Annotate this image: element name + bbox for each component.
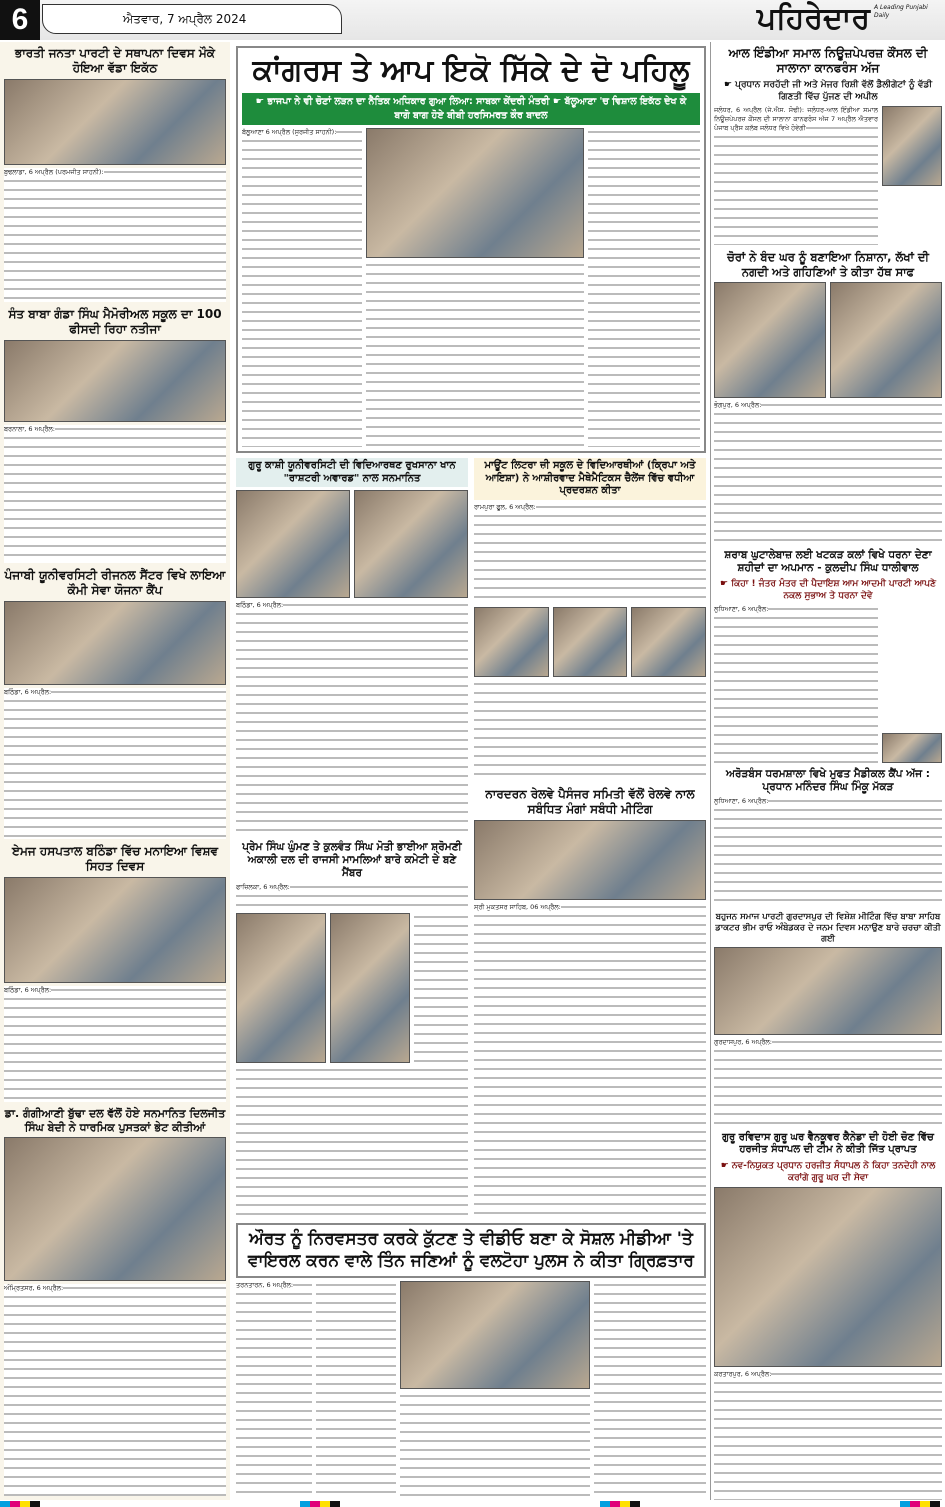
story-body [316,1281,396,1500]
lead-story-box [236,46,706,453]
story-lead: ਬਠਿੰਡਾ, 6 ਅਪ੍ਰੈਲ: [4,985,52,994]
lead-banner: ☛ ਭਾਜਪਾ ਨੇ ਵੀ ਚੋਣਾਂ ਲੜਨ ਦਾ ਨੈਤਿਕ ਅਧਿਕਾਰ ਗੁਆ ਲਿਆ: ਸਾਬਕਾ ਕੇਂਦਰੀ ਮੰਤਰੀ ☛ ਬੱਲੂਆਣਾ 'ਚ ਵਿਸ਼ਾਲ ਇਕੱਠ ਦੇਖ ਕੇ ਬਾਗੋ ਬਾਗ ਹੋਏ ਬੀਬੀ ਹਰਸਿਮਰਤ ਕੌਰ ਬਾਦਲ [242,93,700,125]
left-column [0,42,230,1500]
story-subhead: ☛ ਪ੍ਰਧਾਨ ਸਰਹੱਦੀ ਜੀ ਅਤੇ ਮੇਜਰ ਰਿਸ਼ੀ ਵੱਲੋਂ ਡੈਲੀਗੇਟਾਂ ਨੂੰ ਵੱਡੀ ਗਿਣਤੀ ਵਿੱਚ ਪੁੱਜਣ ਦੀ ਅਪੀਲ [723,80,933,102]
story-body [400,1392,590,1500]
portrait-row [236,913,468,1063]
story-photo [236,490,350,598]
story-body [4,168,226,302]
story-lead: ਫਾਜ਼ਿਲਕਾ, 6 ਅਪ੍ਰੈਲ: [236,883,290,892]
story-photo-stack [400,1281,590,1500]
story-photo [4,601,226,685]
story-body [714,401,942,544]
story-body [714,797,942,907]
photo-row [236,490,468,598]
story [236,841,468,1219]
story-body-row [714,106,942,245]
story-body [474,680,706,782]
story-lead: ਬਰਨਾਲਾ, 6 ਅਪ੍ਰੈਲ: [4,425,55,434]
story-body [4,986,226,1102]
story-subhead: ☛ ਨਵ-ਨਿਯੁਕਤ ਪ੍ਰਧਾਨ ਹਰਜੀਤ ਸੰਧਾਪਲ ਨੇ ਕਿਹਾ ਤਨਦੇਹੀ ਨਾਲ ਕਰਾਂਗੇ ਗੁਰੂ ਘਰ ਦੀ ਸੇਵਾ [720,1160,936,1183]
story-headline: ਏਮਜ ਹਸਪਤਾਲ ਬਠਿੰਡਾ ਵਿੱਚ ਮਨਾਇਆ ਵਿਸ਼ਵ ਸਿਹਤ ਦਿਵਸ [11,843,219,873]
story [714,1132,942,1500]
story-lead: ਜਲੰਧਰ, 6 ਅਪ੍ਰੈਲ (ਜੇ.ਐਸ. ਸੋਢੀ): ਜਲੰਧਰ-ਆਲ ਇੰਡੀਆ ਸਮਾਲ ਨਿਊਜ਼ਪੇਪਰਜ਼ ਕੌਂਸਲ ਦੀ ਸਾਲਾਨਾ ਕਾਨਫਰੰਸ ਅੱਜ 7 ਅਪ੍ਰੈਲ ਐਤਵਾਰ ਪੰਜਾਬ ਪ੍ਰੈਸ ਕਲੱਬ ਜਲੰਧਰ ਵਿਖੇ ਹੋਵੇਗੀ [714,106,878,132]
story-body [366,261,584,448]
portrait-photo [330,913,410,1063]
story-headline: ਡਾ. ਗੰਗੀਆਣੀ ਬੁੱਢਾ ਦਲ ਵੱਲੋਂ ਹੋਏ ਸਨਮਾਨਿਤ ਦਿਲਜੀਤ ਸਿੰਘ ਬੇਦੀ ਨੇ ਧਾਰਮਿਕ ਪੁਸਤਕਾਂ ਭੇਟ ਕੀਤੀਆਂ [4,1106,226,1134]
portrait-photo [882,106,942,186]
story-body-row [236,1281,706,1500]
center-column [236,46,706,1500]
story [4,1107,226,1496]
lead-photo [366,128,584,258]
portrait-photo [236,913,326,1063]
portrait-photo [882,733,942,763]
story-photo [4,877,226,983]
story-body [474,903,706,1219]
photo-row [714,282,942,398]
center-middle-row [236,458,706,1218]
story-photo [714,947,942,1035]
story-headline: ਆਲ ਇੰਡੀਆ ਸਮਾਲ ਨਿਊਜ਼ਪੇਪਰਜ਼ ਕੌਂਸਲ ਦੀ ਸਾਲਾਨਾ ਕਾਨਫਰੰਸ ਅੱਜ [728,46,928,75]
lead-body-row [242,128,700,448]
story-body [236,1281,312,1500]
story-lead: ਤਰਨਤਾਰਨ, 6 ਅਪ੍ਰੈਲ: [236,1280,294,1289]
story-body [714,1038,942,1126]
story-body [242,128,362,448]
lead-middle [366,128,584,448]
story-lead: ਸ੍ਰੀ ਮੁਕਤਸਰ ਸਾਹਿਬ, 06 ਅਪ੍ਰੈਲ: [474,902,561,911]
story-lead: ਅੰਮ੍ਰਿਤਸਰ, 6 ਅਪ੍ਰੈਲ: [4,1284,64,1293]
story [474,458,706,782]
story-lead: ਲੁਧਿਆਣਾ, 6 ਅਪ੍ਰੈਲ: [714,797,769,806]
story [714,768,942,907]
story-photo [4,1137,226,1281]
story-photo [714,282,826,398]
story-lead: ਬਠਿੰਡਾ, 6 ਅਪ੍ਰੈਲ: [4,688,52,697]
story-photo [474,820,706,900]
center-right-subcolumn [474,458,706,1218]
story-lead: ਗੁਰਦਾਸਪੁਰ, 6 ਅਪ੍ਰੈਲ: [714,1038,772,1047]
story [4,568,226,839]
story-body-row [714,605,942,763]
right-column [714,46,942,1500]
story [236,1223,706,1500]
story-body [714,106,878,245]
story [714,250,942,544]
lead-headline: ਕਾਂਗਰਸ ਤੇ ਆਪ ਇਕੋ ਸਿੱਕੇ ਦੇ ਦੋ ਪਹਿਲੂ [252,53,690,88]
story-headline: ਗੁਰੂ ਕਾਸ਼ੀ ਯੂਨੀਵਰਸਿਟੀ ਦੀ ਵਿਦਿਆਰਥਣ ਰੁਖਸਾਨਾ ਖਾਨ "ਰਾਸ਼ਟਰੀ ਅਵਾਰਡ" ਨਾਲ ਸਨਮਾਨਿਤ [236,458,468,487]
story-headline: ਭਾਰਤੀ ਜਨਤਾ ਪਾਰਟੀ ਦੇ ਸਥਾਪਨਾ ਦਿਵਸ ਮੌਕੇ ਹੋਇਆ ਵੱਡਾ ਇਕੱਠ [15,46,215,75]
story-headline: ਪ੍ਰੇਮ ਸਿੰਘ ਘੁੰਮਣ ਤੇ ਕੁਲਵੰਤ ਸਿੰਘ ਮੋਤੀ ਭਾਈਆ ਸ਼੍ਰੋਮਣੀ ਅਕਾਲੀ ਦਲ ਦੀ ਰਾਜਸੀ ਮਾਮਲਿਆਂ ਬਾਰੇ ਕਮੇਟੀ ਦੇ ਬਣੇ ਮੈਂਬਰ [242,840,462,879]
story-body [236,601,468,836]
story [714,912,942,1126]
story-headline: ਗੁਰੂ ਰਵਿਦਾਸ ਗੁਰੂ ਘਰ ਵੈਨਕੂਵਰ ਕੈਨੇਡਾ ਦੀ ਹੋਈ ਚੋਣ ਵਿੱਚ ਹਰਜੀਤ ਸੰਧਾਪਲ ਦੀ ਟੀਮ ਨੇ ਕੀਤੀ ਜਿੱਤ ਪ੍ਰਾਪਤ [722,1131,934,1156]
story-body [4,1284,226,1496]
story [236,458,468,836]
center-left-subcolumn [236,458,468,1218]
registration-marks [0,1501,945,1507]
story-body [594,1281,706,1500]
story-photo [714,1187,942,1367]
masthead-tagline: A Leading Punjabi Daily [874,4,928,19]
story-headline: ਸੰਤ ਬਾਬਾ ਗੰਡਾ ਸਿੰਘ ਮੈਮੋਰੀਅਲ ਸਕੂਲ ਦਾ 100 ਫੀਸਦੀ ਰਿਹਾ ਨਤੀਜਾ [8,307,222,337]
issue-date: ਐਤਵਾਰ, 7 ਅਪ੍ਰੈਲ 2024 [42,4,342,34]
story-photo [830,282,942,398]
story-photo [354,490,468,598]
photo-row [474,607,706,677]
story-body [4,425,226,563]
story-headline: ਨਾਰਦਰਨ ਰੇਲਵੇ ਪੈਸੰਜਰ ਸਮਿਤੀ ਵੱਲੋਂ ਰੇਲਵੇ ਨਾਲ ਸਬੰਧਿਤ ਮੰਗਾਂ ਸਬੰਧੀ ਮੀਟਿੰਗ [485,786,695,816]
page-number: 6 [0,0,40,40]
story [4,844,226,1102]
student-photo [631,607,706,677]
story-headline: ਚੋਰਾਂ ਨੇ ਬੰਦ ਘਰ ਨੂੰ ਬਣਾਇਆ ਨਿਸ਼ਾਨਾ, ਲੱਖਾਂ ਦੀ ਨਗਦੀ ਅਤੇ ਗਹਿਣਿਆਂ ਤੇ ਕੀਤਾ ਹੱਥ ਸਾਫ [727,250,929,279]
story-headline: ਔਰਤ ਨੂੰ ਨਿਰਵਸਤਰ ਕਰਕੇ ਕੁੱਟਣ ਤੇ ਵੀਡੀਓ ਬਣਾ ਕੇ ਸੋਸ਼ਲ ਮੀਡੀਆ 'ਤੇ ਵਾਇਰਲ ਕਰਨ ਵਾਲੇ ਤਿੰਨ ਜਣਿਆਂ ਨੂੰ ਵਲਟੋਹਾ ਪੁਲਸ ਨੇ ਕੀਤਾ ਗ੍ਰਿਫ਼ਤਾਰ [236,1223,706,1278]
story-headline: ਸ਼ਰਾਬ ਘੁਟਾਲੇਬਾਜ਼ ਲਈ ਖਟਕੜ ਕਲਾਂ ਵਿਖੇ ਧਰਨਾ ਦੇਣਾ ਸ਼ਹੀਦਾਂ ਦਾ ਅਪਮਾਨ - ਕੁਲਦੀਪ ਸਿੰਘ ਧਾਲੀਵਾਲ [724,548,932,575]
story-body [236,1066,468,1218]
story-lead: ਕਰਤਾਰਪੁਰ, 6 ਅਪ੍ਰੈਲ: [714,1369,772,1378]
story-lead: ਲੁਧਿਆਣਾ, 6 ਅਪ੍ਰੈਲ: [714,605,769,614]
student-photo [474,607,549,677]
story-lead: ਬਠਿੰਡਾ, 6 ਅਪ੍ਰੈਲ: [236,601,284,610]
story-headline: ਬਹੁਜਨ ਸਮਾਜ ਪਾਰਟੀ ਗੁਰਦਾਸਪੁਰ ਦੀ ਵਿਸ਼ੇਸ਼ ਮੀਟਿੰਗ ਵਿੱਚ ਬਾਬਾ ਸਾਹਿਬ ਡਾਕਟਰ ਭੀਮ ਰਾਓ ਅੰਬੇਡਕਰ ਦੇ ਜਨਮ ਦਿਵਸ ਮਨਾਉਣ ਬਾਰੇ ਚਰਚਾ ਕੀਤੀ ਗਈ [715,912,941,944]
story-lead: ਰਾਮਪੁਰਾ ਫੂਲ, 6 ਅਪ੍ਰੈਲ: [474,502,536,511]
story-body [714,605,878,763]
story [4,46,226,302]
story-body [714,1370,942,1500]
story-lead: ਭੋਗਪੁਰ, 6 ਅਪ੍ਰੈਲ: [714,400,762,409]
column-divider [710,42,711,1500]
story-body [474,503,706,605]
story-headline: ਪੰਜਾਬੀ ਯੂਨੀਵਰਸਿਟੀ ਰੀਜਨਲ ਸੈਂਟਰ ਵਿਖੇ ਲਾਇਆ ਕੌਮੀ ਸੇਵਾ ਯੋਜਨਾ ਕੈਂਪ [4,568,226,598]
story [714,46,942,245]
student-photo [553,607,628,677]
story-photo [4,340,226,422]
story-photo [400,1281,590,1389]
story-headline: ਅਰੋੜਬੰਸ ਧਰਮਸ਼ਾਲਾ ਵਿਖੇ ਮੁਫਤ ਮੈਡੀਕਲ ਕੈਂਪ ਅੱਜ : ਪ੍ਰਧਾਨ ਮਨਿੰਦਰ ਸਿੰਘ ਮਿੰਕੂ ਮੱਕੜ [726,768,930,794]
story-lead: ਬੱਲੂਆਣਾ 6 ਅਪ੍ਰੈਲ (ਸੁਰਜੀਤ ਸਾਹਨੀ): [242,127,337,136]
story [714,549,942,763]
story-body [4,688,226,839]
story-body [588,128,700,448]
story-body [414,913,468,1063]
story [474,787,706,1219]
story [4,307,226,563]
story-body [236,883,468,910]
masthead-logo: ਪਹਿਰੇਦਾਰ [756,2,870,35]
story-subhead: ☛ ਕਿਹਾ ! ਜੰਤਰ ਮੰਤਰ ਦੀ ਪੈਦਾਇਸ਼ ਆਮ ਆਦਮੀ ਪਾਰਟੀ ਆਪਣੇ ਨਕਲ ਸੁਭਾਅ ਤੇ ਧਰਨਾ ਦੇਵੇ [720,579,936,602]
story-headline: ਮਾਊਂਟ ਲਿਟਰਾ ਜ਼ੀ ਸਕੂਲ ਦੇ ਵਿਦਿਆਰਥੀਆਂ (ਕ੍ਰਿਪਾ ਅਤੇ ਆਇਸ਼ਾ) ਨੇ ਆਸ਼ੀਰਵਾਦ ਮੈਥੇਮੈਟਿਕਸ ਚੈਲੇਂਜ ਵਿੱਚ ਵਧੀਆ ਪ੍ਰਦਰਸ਼ਨ ਕੀਤਾ [474,458,706,500]
story-photo [4,79,226,165]
story-lead: ਬੁਢਲਾਡਾ, 6 ਅਪ੍ਰੈਲ (ਪਰਮਜੀਤ ਸਾਹਨੀ): [4,168,104,176]
